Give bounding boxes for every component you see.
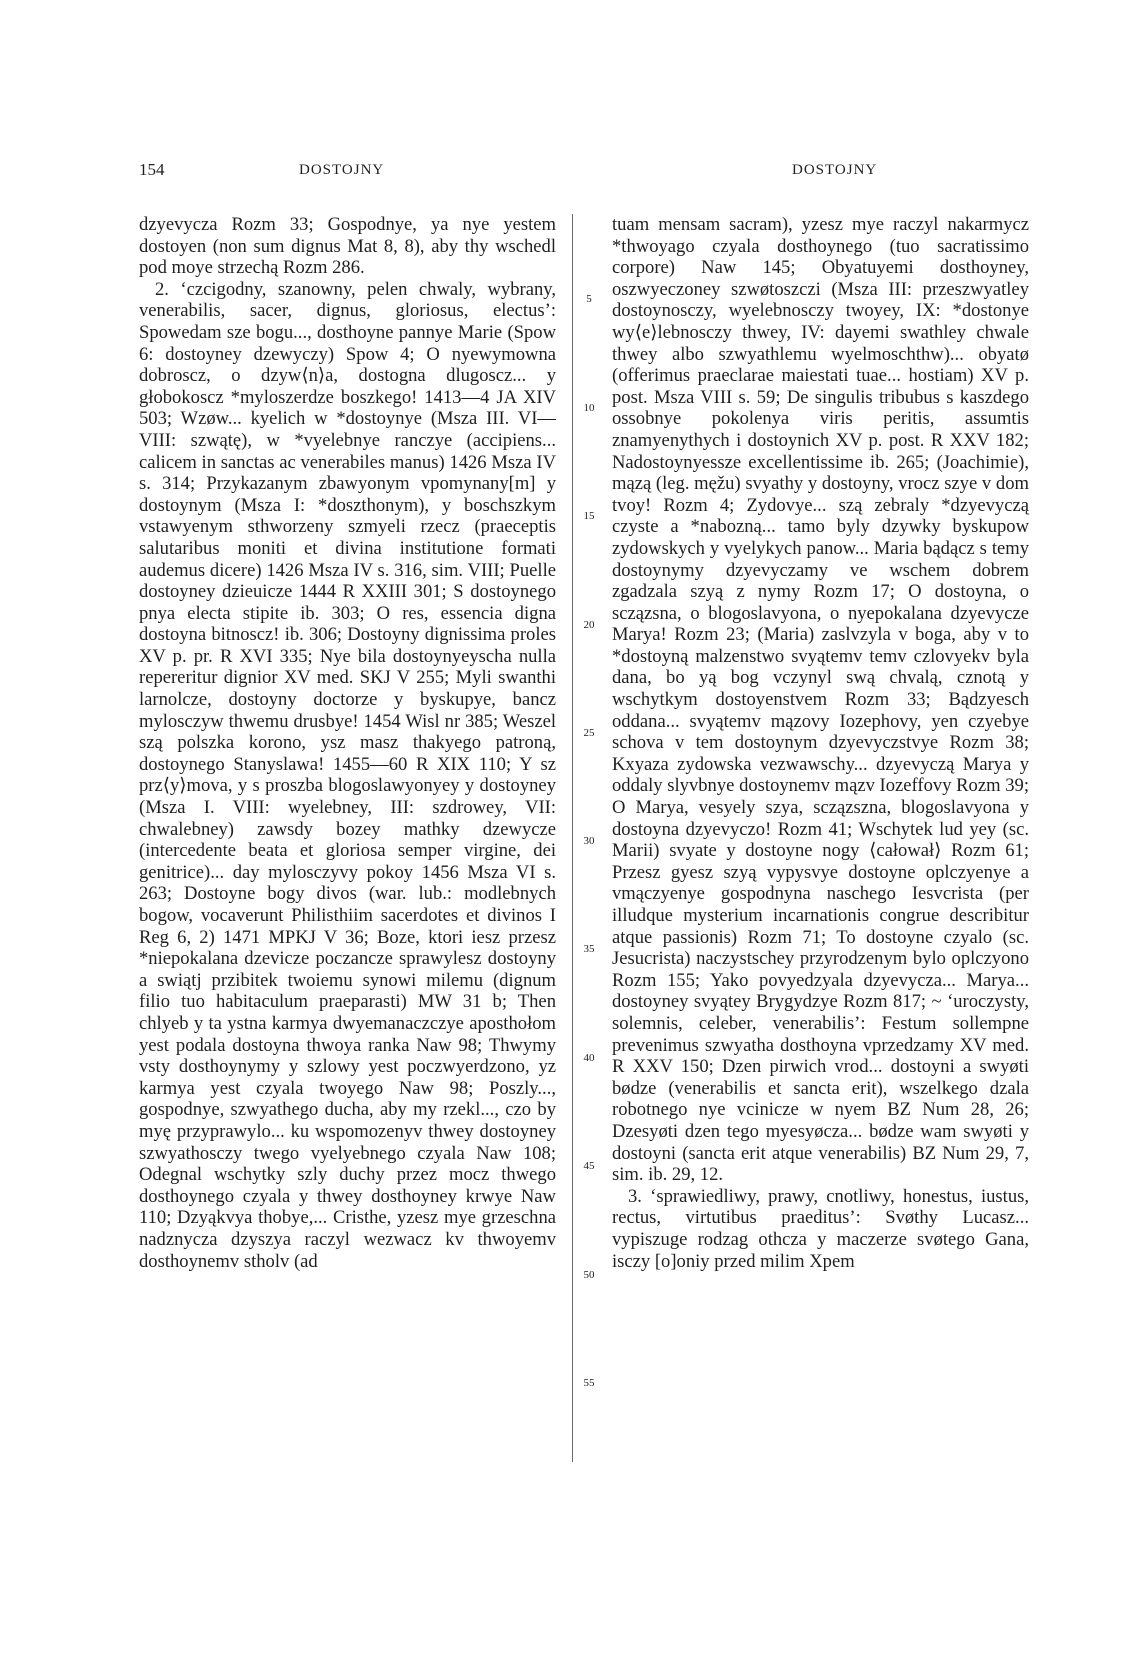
right-paragraph-1: tuam mensam sacram), yzesz mye raczyl nakarmycz *thwoyago czyala dosthoynego (tuo sacratissimo corpore) Naw 145; Obyatuyemi dosthoyney, oszwyeczoney szwøtoszczi (Msza III: przeszwyatley dostoynosczy, wyelebnosczy twoyey, IX: *dostonye wy⟨e⟩lebnosczy thwey, IV: dayemi swathley chwale thwey albo szwyathlemu wyelmoschthw)... obyatø (offerimus praeclarae maiestati tuae... hostiam) XV p. post. Msza VIII s. 59; De singulis tribubus s kaszdego ossobnye pokolenya viris peritis, assumtis znamyenythych i dostoynich XV p. post. R XXV 182; Nadostoynyessze excellentissime ib. 265; (Joachimie), mązą (leg. męžu) svyathy y dostoyny, vrocz szye v dom tvoy! Rozm 4; Zydovye... szą zebraly *dzyevyczą czyste a *nabozną... tamo byly dzywky byskupow zydowskych y vyelykych panow... Maria bądącz s temy dostoynymy dzyevyczamy ve wschem dobrem zgadzala szyą z nymy Rozm 17; O dostoyna, o sczązsna, o blogoslavyona, o nyepokalana dzyevycze Marya! Rozm 23; (Maria) zaslvzyla v boga, aby v to *dostoyną malzenstwo svyątemv temv czlovyekv byla dana, bo yą bog vczynyl swą chvalą, cznotą y wschytkym dostoyenstvem Rozm 33; Bądzyesch oddana... svyątemv mązovy Iozephovy, yen czyebye schova v tem dostoynym dzyevyczstvye Rozm 38; Kxyaza zydowska vezwawschy... dzyevyczą Marya y oddaly slyvbnye dostoynemv mązv Iozeffovy Rozm 39; O Marya, vesyely szya, sczązszna, blogoslavyona y dostoyna dzyevyczo! Rozm 41; Wschytek lud yey (sc. Marii) svyate y dostoyne nogy ⟨całował⟩ Rozm 61; Przesz gyesz szyą vypysvye dostoyne oplczyenye a vmączyenye gospodnyna naschego Iesvcrista (per illudque mysterium incarnationis congrue describitur atque passionis) Rozm 71; To dostoyne czyalo (sc. Jesucrista) naczystschey przyrodzenym bylo oplczyono Rozm 155; Yako povyedzyala dzyevycza... Marya... dostoyney svyątey Brygydzye Rozm 817; ~ ‘uroczysty, solemnis, celeber, venerabilis’: Festum sollempne prevenimus szwyatha dosthoyna vprzedzamy XV med. R XXV 150; Dzen pirwich vrod... dostoyni a swyøti bødze (venerabilis et sancta erit), wszelkego dzala robotnego nye vcinicze w nyem BZ Num 28, 26; Dzesyøti dzen tego myesyøcza... bødze wam swyøti y dostoyni (sancta erit atque venerabilis) BZ Num 29, 7, sim. ib. 29, 12. [612, 214, 1029, 1186]
left-running-head: DOSTOJNY [299, 162, 385, 178]
left-column [139, 214, 556, 1272]
line-number: 20 [583, 619, 595, 631]
right-paragraph-2: 3. ‘sprawiedliwy, prawy, cnotliwy, honestus, iustus, rectus, virtutibus praeditus’: Svøthy Lucasz... vypiszuge rodzag othcza y maczerze svøtego Gana, isczy [o]oniy przed milim Xpem [612, 1185, 1029, 1272]
line-number: 50 [583, 1269, 595, 1281]
line-number: 40 [583, 1052, 595, 1064]
right-running-head: DOSTOJNY [792, 162, 878, 178]
line-number: 25 [583, 727, 595, 739]
line-number: 45 [583, 1160, 595, 1172]
running-header [0, 160, 1146, 184]
line-number: 10 [583, 402, 595, 414]
line-number: 35 [583, 943, 595, 955]
column-divider [572, 214, 573, 1462]
line-number-gutter [576, 214, 606, 1464]
page-number: 154 [139, 160, 165, 179]
line-number: 55 [583, 1377, 595, 1389]
left-paragraph-1: dzyevycza Rozm 33; Gospodnye, ya nye yestem dostoyen (non sum dignus Mat 8, 8), aby thy wschedl pod moye strzechą Rozm 286. [139, 214, 556, 279]
line-number: 15 [583, 510, 595, 522]
left-paragraph-2: 2. ‘czcigodny, szanowny, pelen chwaly, wybrany, venerabilis, sacer, dignus, gloriosus, electus’: Spowedam sze bogu..., dosthoyne pannye Marie (Spow 6: dostoyney dzewyczy) Spow 4; O nyewymowna dobroscz, o dzyw⟨n⟩a, dostogna dlugoscz... y głobokoscz *myloszerdze boszkego! 1413—4 JA XIV 503; Wzøw... kyelich w *dostoynye (Msza III. VI—VIII: szwątę), w *vyelebnye ranczye (accipiens... calicem in sanctas ac venerabiles manus) 1426 Msza IV s. 314; Przykazanym zbawyonym vpomynany[m] y dostoynym (Msza I: *doszthonym), y boschszkym vstawyenym sthworzeny szmyeli rzecz (praeceptis salutaribus moniti et divina institutione formati audemus dicere) 1426 Msza IV s. 316, sim. VIII; Puelle dostoyney dzieuicze 1444 R XXIII 301; S dostoynego pnya electa stipite ib. 303; O res, essencia digna dostoyna bitnoscz! ib. 306; Dostoyny dignissima proles XV p. pr. R XVI 335; Nye bila dostoynyeyscha nulla repereritur dignior XV med. SKJ V 255; Myli swanthi larnolcze, dostoyny doctorze y byskupye, bancz mylosczyw thwemu drusbye! 1454 Wisl nr 385; Weszel szą polszka korono, ysz masz thakyego patroną, dostoynego Stanyslawa! 1455—60 R XIX 110; Y sz prz⟨y⟩mova, y s proszba blogoslawyonyey y dostoyney (Msza I. VIII: wyelebney, III: szdrowey, VII: chwalebney) zawsdy bozey mathky dzewycze (intercedente beata et gloriosa semper virgine, dei genitrice)... day mylosczyvy pokoy 1456 Msza VI s. 263; Dostoyne bogy divos (war. lub.: modlebnych bogow, vocaverunt Philisthiim sacerdotes et divinos I Reg 6, 2) 1471 MPKJ V 36; Boze, ktori iesz przesz *niepokalana dzevicze poczancze sprawylesz dostoyny a swiątj przibitek twoiemu synowi milemu (dignum filio tuo habitaculum praeparasti) MW 31 b; Then chlyeb y ta ystna karmya dwyemanaczczye aposthołom yest podala dostoyna thwoya ranka Naw 98; Thwymy vsty dosthoynymy y szlowy yest poczwyerdzono, yz karmya yest czyala twoyego Naw 98; Poszly..., gospodnye, szwyathego ducha, aby my rzekl..., czo by myę przyprawylo... ku wspomozenyv thwey dostoyney szwyathosczy twego vyelyebnego czyala Naw 108; Odegnal wschytky szly duchy przez mocz thwego dosthoynego czyala y thwey dosthoyney krwye Naw 110; Dzyąkvya thobye,... Cristhe, yzesz mye grzeschna nadznycza dzyszya raczyl wezwacz kv thwoyemv dosthoynemv stholv (ad [139, 278, 556, 1272]
line-number: 5 [586, 293, 592, 305]
line-number: 30 [583, 835, 595, 847]
right-column [612, 214, 1029, 1272]
